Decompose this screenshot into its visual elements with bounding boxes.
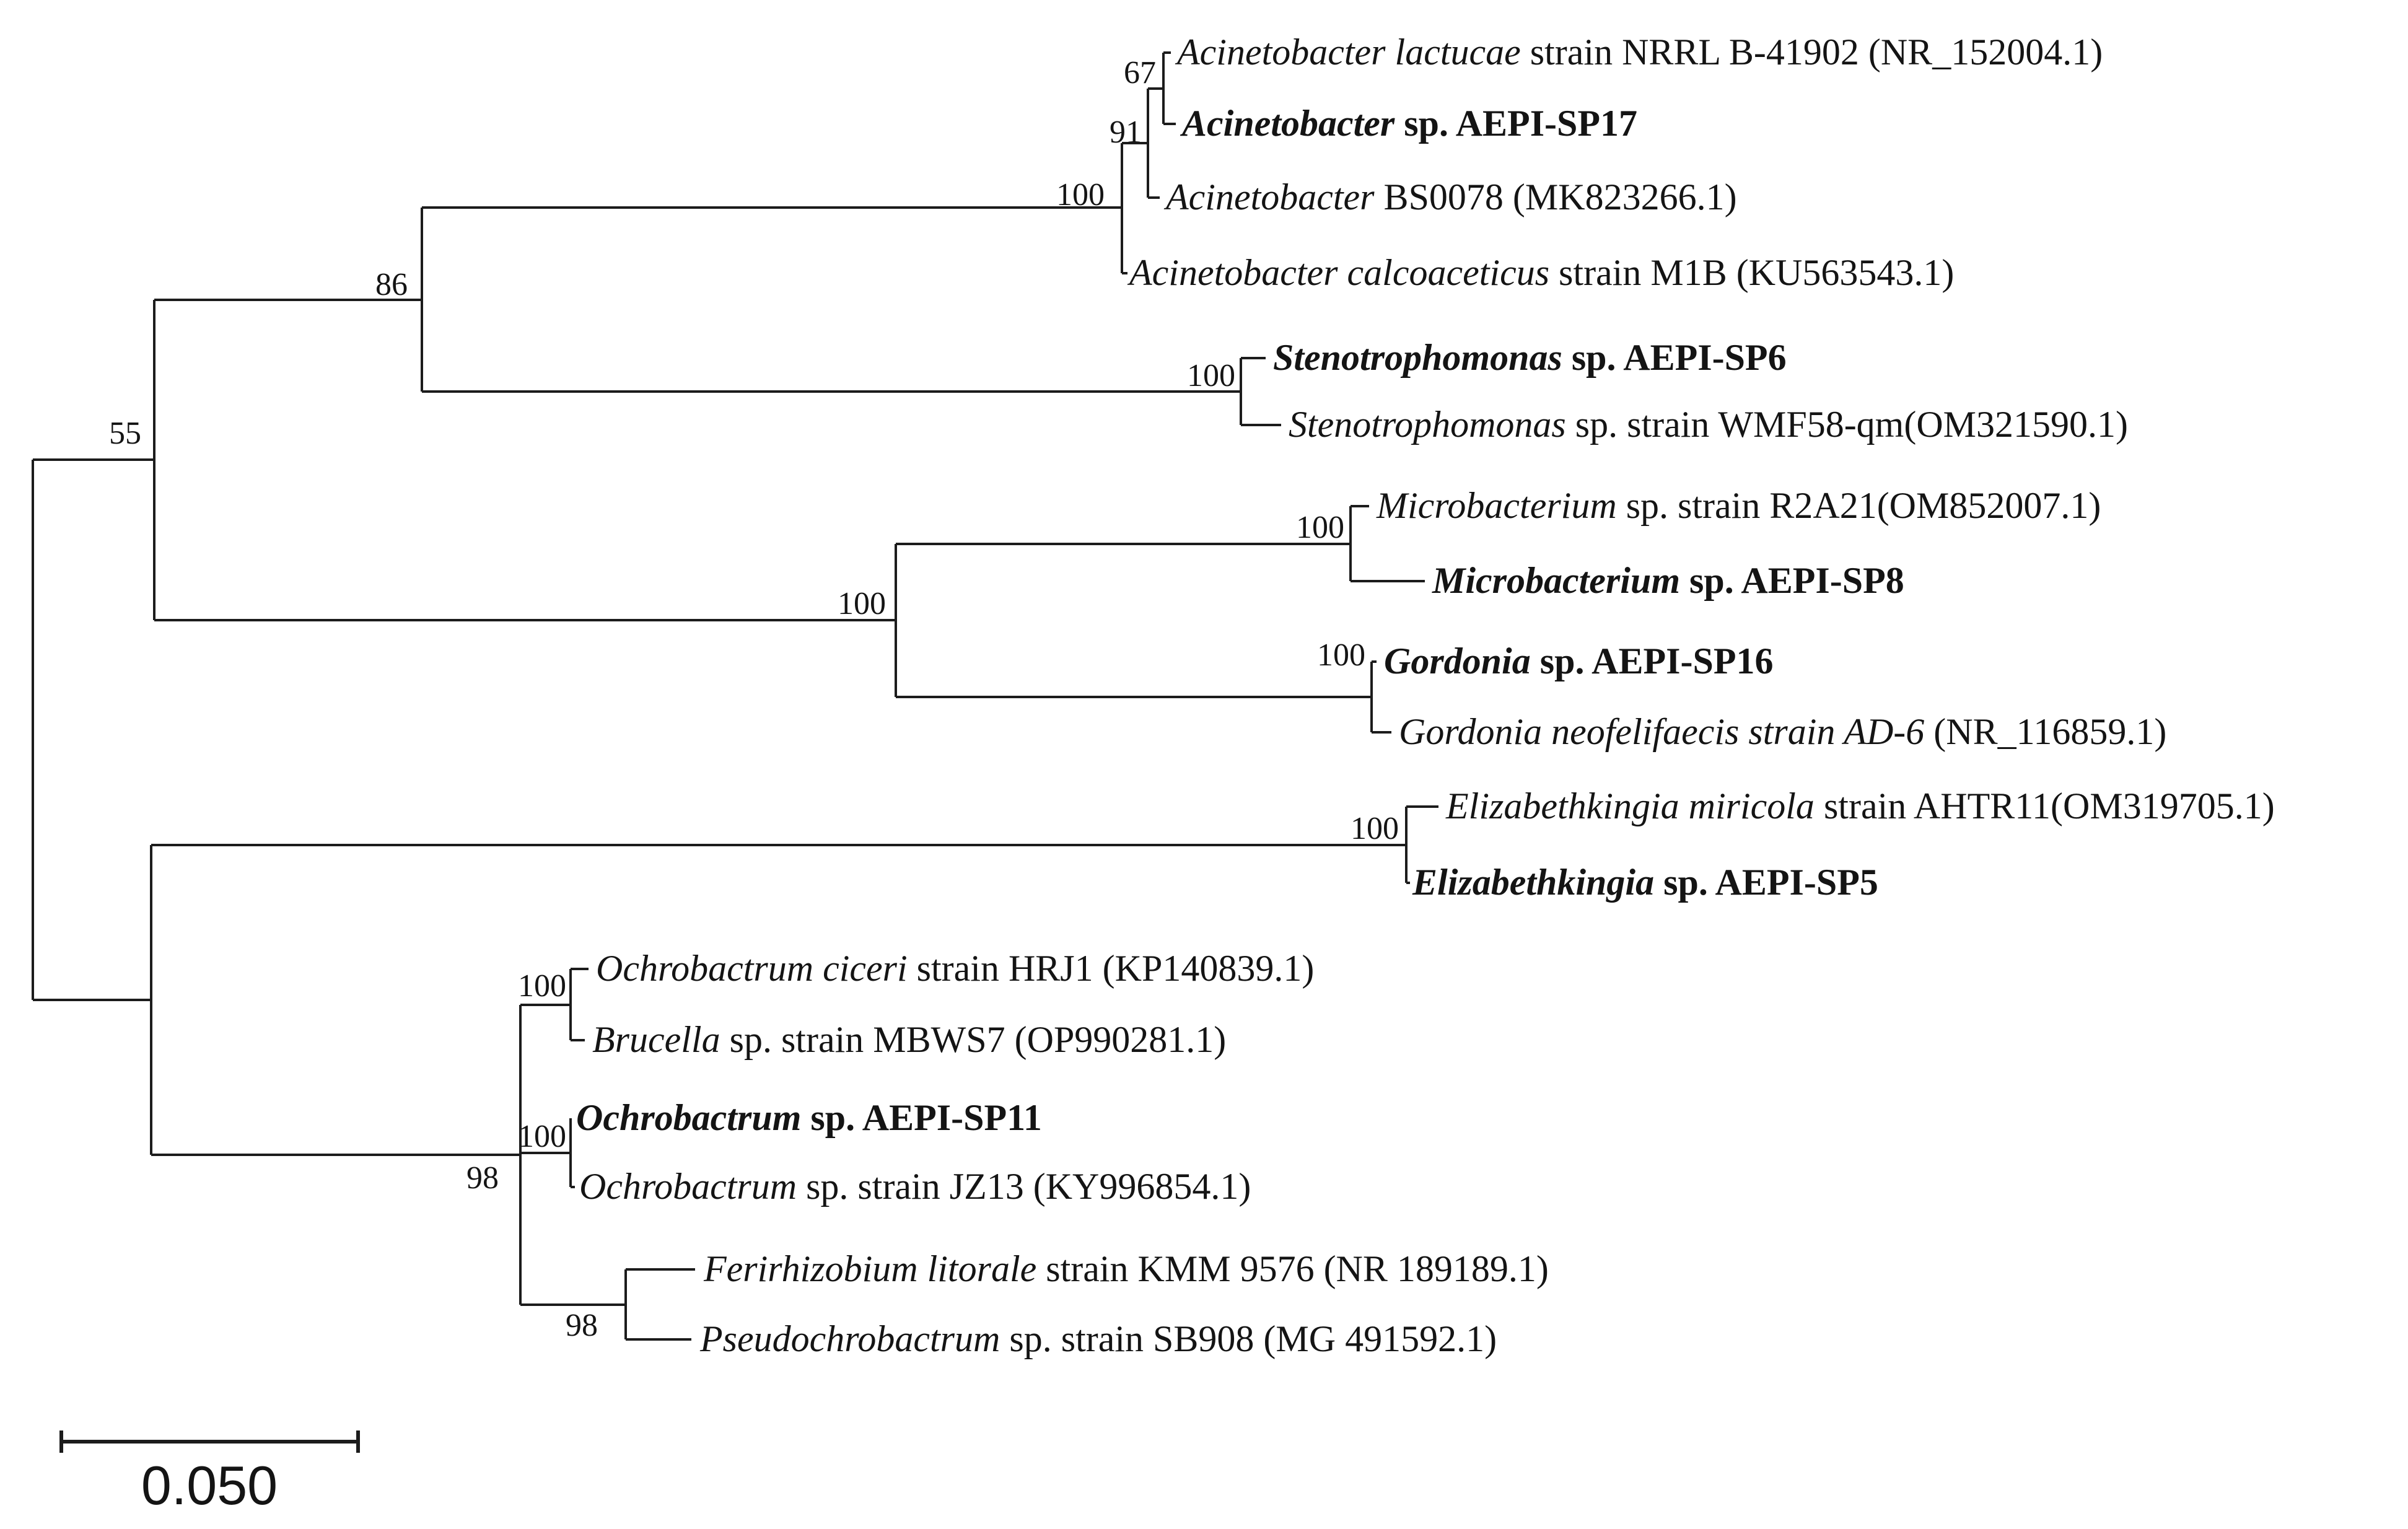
taxon-label-part: Ochrobactrum (579, 1165, 797, 1207)
taxon-label-acinetobacter-calcoaceticus (1129, 254, 1954, 291)
taxon-label-elizabethkingia-aepi-sp5 (1412, 861, 1878, 903)
bootstrap-value: 67 (1124, 55, 1156, 90)
taxon-label-microbacterium-aepi-sp8 (1432, 559, 1904, 601)
taxon-label-part: BS0078 (MK823266.1) (1374, 176, 1737, 217)
taxon-label-part: Elizabethkingia (1412, 861, 1655, 903)
bootstrap-value: 100 (518, 968, 566, 1004)
bootstrap-value: 86 (375, 267, 408, 302)
bootstrap-value: 100 (838, 586, 886, 621)
taxon-label-part: Acinetobacter (1182, 102, 1395, 144)
taxon-label-acinetobacter-bs0078 (1166, 178, 1737, 216)
taxon-label-part: Ochrobactrum (576, 1097, 802, 1138)
scale-bar-label: 0.050 (141, 1455, 278, 1516)
taxon-label-part: Pseudochrobactrum (700, 1318, 1000, 1359)
taxon-label-part: Stenotrophomonas (1273, 336, 1562, 378)
taxon-label-part: sp. strain WMF58-qm(OM321590.1) (1565, 403, 2128, 445)
taxon-label-part: strain M1B (KU563543.1) (1549, 252, 1955, 293)
taxon-label-part: strain AHTR11(OM319705.1) (1814, 785, 2275, 826)
taxon-label-part: Acinetobacter (1166, 176, 1375, 217)
taxon-label-part: Gordonia neofelifaecis strain AD-6 (1399, 711, 1925, 752)
taxon-label-part: Acinetobacter calcoaceticus (1129, 252, 1550, 293)
taxon-label-part: Ochrobactrum ciceri (596, 947, 908, 989)
taxon-label-brucella-mbws7 (592, 1021, 1226, 1058)
bootstrap-value: 100 (1187, 358, 1235, 393)
taxon-label-part: strain KMM 9576 (NR 189189.1) (1036, 1248, 1549, 1289)
taxon-label-acinetobacter-lactucae (1177, 33, 2103, 71)
bootstrap-value: 91 (1110, 115, 1142, 150)
taxon-label-ochrobactrum-jz13 (579, 1165, 1251, 1207)
taxon-label-part: strain NRRL B-41902 (NR_152004.1) (1520, 31, 2103, 72)
taxon-label-microbacterium-r2a21 (1377, 484, 2101, 526)
taxon-label-part: sp. strain R2A21(OM852007.1) (1616, 484, 2101, 526)
bootstrap-value: 100 (1351, 811, 1399, 846)
bootstrap-value: 55 (109, 416, 141, 451)
taxon-label-stenotrophomonas-aepi-sp6 (1273, 336, 1787, 378)
bootstrap-value: 100 (1056, 177, 1105, 212)
taxon-label-ferirhizobium-litorale (704, 1250, 1549, 1287)
taxon-label-acinetobacter-aepi-sp17 (1182, 102, 1638, 144)
taxon-label-stenotrophomonas-wmf58 (1289, 403, 2128, 445)
taxon-label-part: sp. strain SB908 (MG 491592.1) (1000, 1318, 1497, 1359)
taxon-label-part: sp. AEPI-SP16 (1530, 640, 1774, 681)
taxon-label-elizabethkingia-miricola (1446, 787, 2275, 825)
taxon-label-part: Ferirhizobium litorale (704, 1248, 1037, 1289)
taxon-label-part: sp. AEPI-SP5 (1654, 861, 1878, 903)
bootstrap-value: 100 (1296, 510, 1344, 545)
taxon-label-gordonia-aepi-sp16 (1384, 642, 1773, 680)
taxon-label-ochrobactrum-ciceri (596, 947, 1315, 989)
taxon-label-part: strain HRJ1 (KP140839.1) (907, 947, 1315, 989)
taxon-label-part: sp. strain JZ13 (KY996854.1) (797, 1165, 1251, 1207)
taxon-label-part: sp. strain MBWS7 (OP990281.1) (720, 1019, 1227, 1060)
taxon-label-part: sp. AEPI-SP6 (1562, 336, 1787, 378)
taxon-label-part: Acinetobacter lactucae (1177, 31, 1521, 72)
bootstrap-value: 98 (566, 1308, 598, 1343)
bootstrap-value: 100 (1317, 637, 1365, 673)
taxon-label-ochrobactrum-aepi-sp11 (576, 1099, 1042, 1136)
taxon-label-part: Gordonia (1384, 640, 1531, 681)
taxon-label-part: Brucella (592, 1019, 720, 1060)
taxon-label-pseudochrobactrum-sb908 (700, 1320, 1497, 1357)
taxon-label-part: sp. AEPI-SP17 (1394, 102, 1638, 144)
bootstrap-value: 98 (466, 1160, 499, 1196)
bootstrap-value: 100 (518, 1119, 566, 1154)
taxon-label-part: sp. AEPI-SP8 (1680, 559, 1904, 601)
taxon-label-part: Microbacterium (1377, 484, 1617, 526)
taxon-label-part: Stenotrophomonas (1289, 403, 1566, 445)
taxon-label-part: Microbacterium (1432, 559, 1680, 601)
taxon-label-gordonia-neofelifaecis (1399, 713, 2166, 750)
taxon-label-part: (NR_116859.1) (1924, 711, 2167, 752)
taxon-label-part: Elizabethkingia miricola (1446, 785, 1815, 826)
taxon-label-part: sp. AEPI-SP11 (801, 1097, 1042, 1138)
